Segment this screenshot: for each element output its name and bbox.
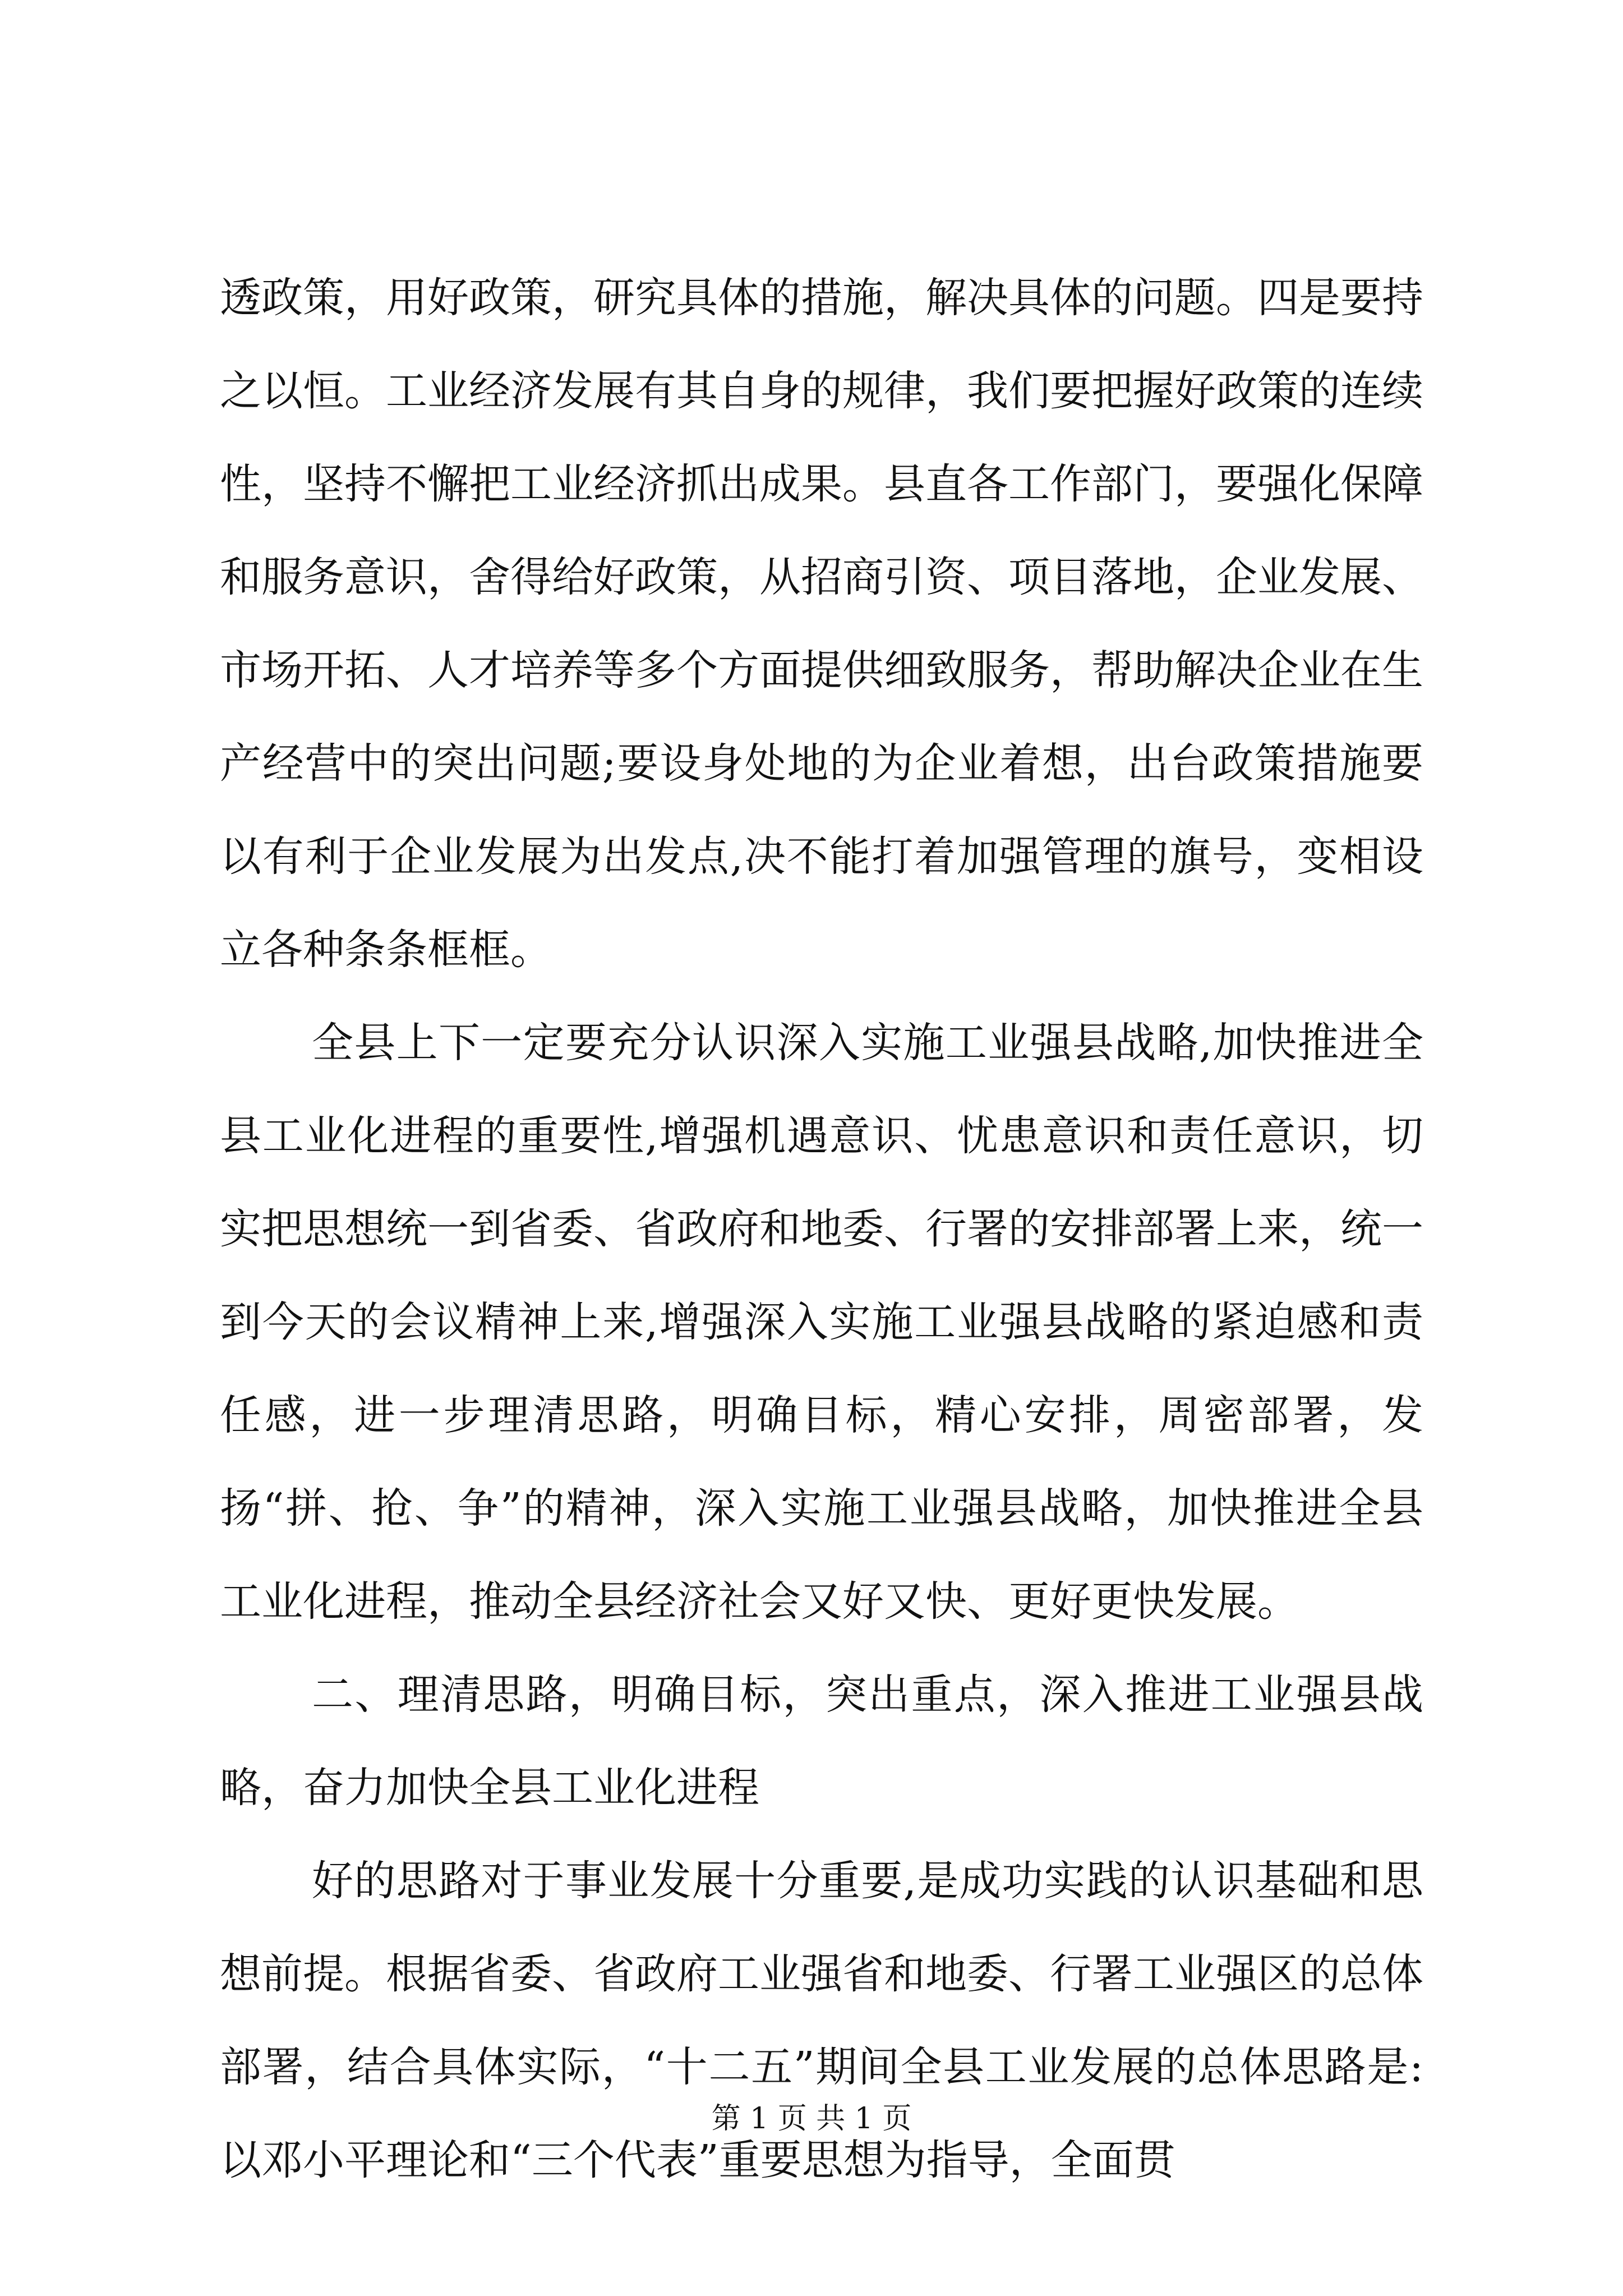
paragraph-1: 透政策，用好政策，研究具体的措施，解决具体的问题。四是要持之以恒。工业经济发展有其自身的规律，我们要把握好政策的连续性，坚持不懈把工业经济抓出成果。县直各工作部门，要强化保障和服务意识，舍得给好政策，从招商引资、项目落地，企业发展、市场开拓、人才培养等多个方面提供细致服务，帮助解决企业在生产经营中的突出问题;要设身处地的为企业着想，出台政策措施要以有利于企业发展为出发点,决不能打着加强管理的旗号，变相设立各种条条框框。 bbox=[220, 274, 1423, 974]
document-body bbox=[220, 251, 1423, 2207]
page-footer: 第 1 页 共 1 页 bbox=[711, 2102, 912, 2136]
paragraph-2: 全县上下一定要充分认识深入实施工业强县战略,加快推进全县工业化进程的重要性,增强机遇意识、忧患意识和责任意识，切实把思想统一到省委、省政府和地委、行署的安排部署上来，统一到今天的会议精神上来,增强深入实施工业强县战略的紧迫感和责任感，进一步理清思路，明确目标，精心安排，周密部署，发扬“拼、抢、争”的精神，深入实施工业强县战略，加快推进全县工业化进程，推动全县经济社会又好又快、更好更快发展。 bbox=[220, 1019, 1423, 1626]
section-heading: 二、理清思路，明确目标，突出重点，深入推进工业强县战略，奋力加快全县工业化进程 bbox=[220, 1671, 1423, 1812]
paragraph-4: 好的思路对于事业发展十分重要,是成功实践的认识基础和思想前提。根据省委、省政府工业强省和地委、行署工业强区的总体部署，结合具体实际，“十二五”期间全县工业发展的总体思路是:以邓小平理论和“三个代表”重要思想为指导，全面贯 bbox=[220, 1857, 1423, 2184]
